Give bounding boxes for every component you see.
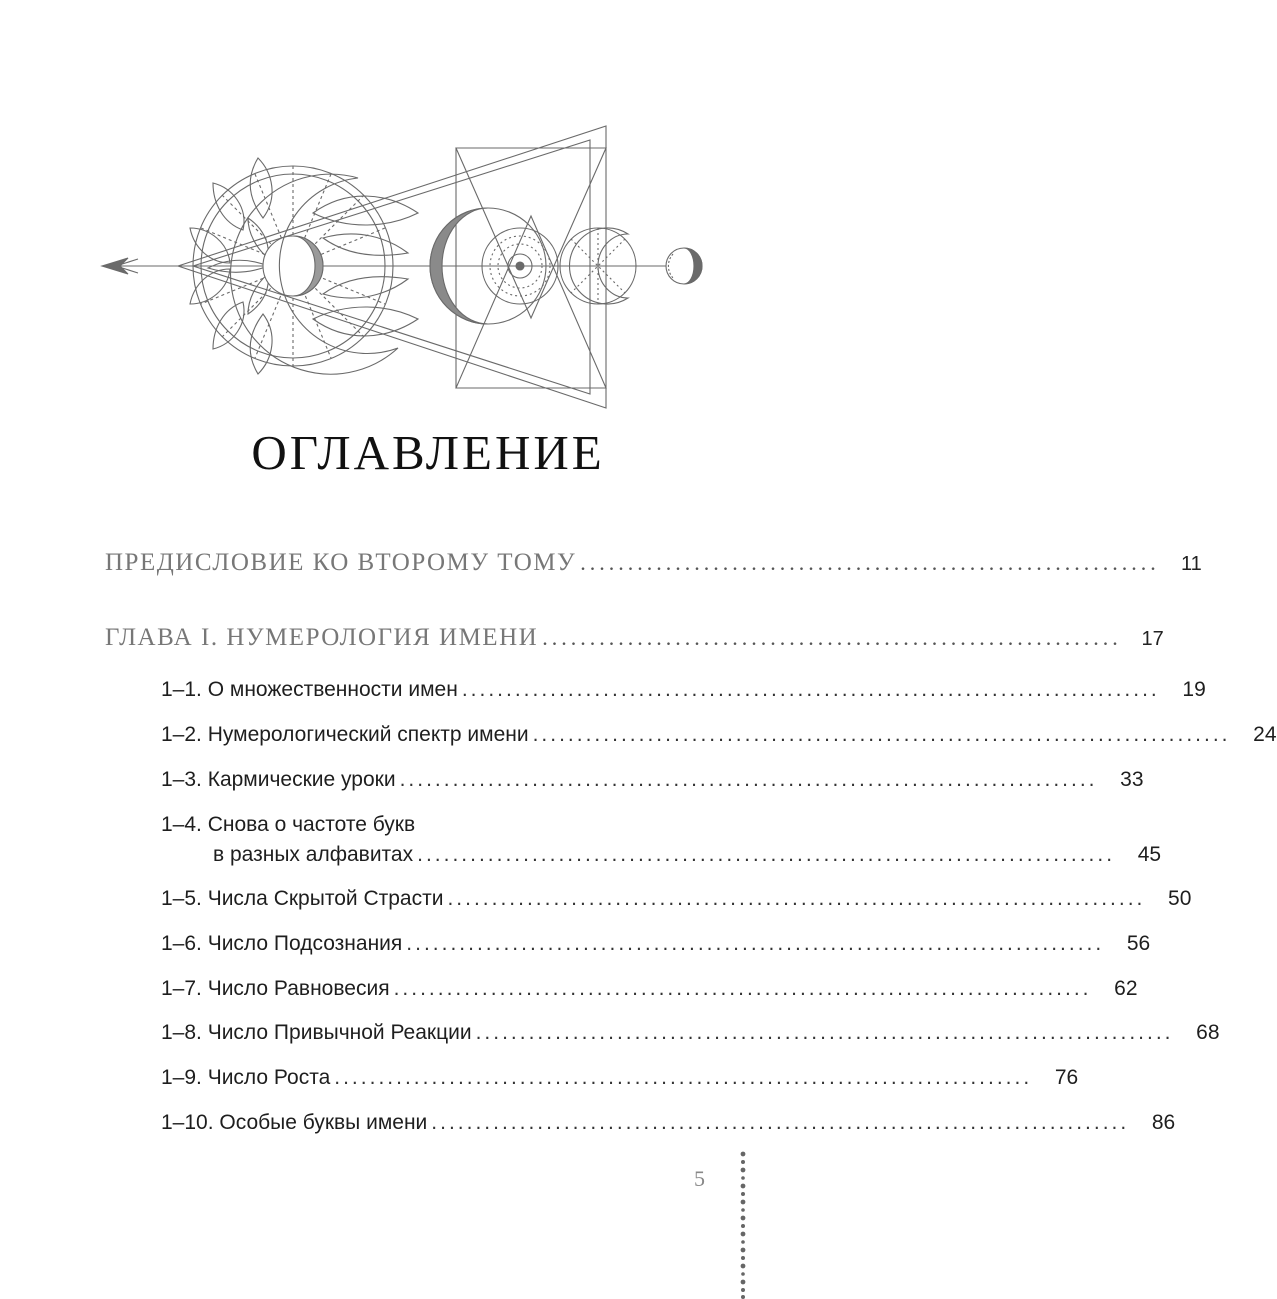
dot-leader: .............................................................: [580, 550, 1160, 575]
toc-entry-label: 1–10. Особые буквы имени: [161, 1111, 428, 1134]
toc-entry-label: 1–1. О множественности имен: [161, 678, 458, 701]
toc-entry-page: 11: [1180, 553, 1202, 575]
toc-entry-page: 56: [1126, 932, 1151, 955]
toc-entry-page: 45: [1137, 843, 1162, 866]
toc-entry-chapter-1[interactable]: [105, 624, 1164, 652]
dot-leader: ...............................................................................: [417, 843, 1116, 866]
toc-entry-section[interactable]: [161, 887, 1192, 911]
dot-leader: ...............................................................................: [393, 977, 1092, 1000]
toc-entry-page: 68: [1196, 1021, 1220, 1044]
toc-entry-label: 1–3. Кармические уроки: [161, 768, 396, 791]
toc-entry-section[interactable]: [161, 768, 1144, 792]
toc-entry-label: 1–2. Нумерологический спектр имени: [161, 723, 529, 746]
toc-entry-page: 33: [1120, 768, 1144, 791]
toc-entry-page: 19: [1182, 678, 1206, 701]
page-title: ОГЛАВЛЕНИЕ: [251, 425, 605, 480]
toc-entry-page: 86: [1151, 1111, 1176, 1134]
toc-entry-label: ПРЕДИСЛОВИЕ КО ВТОРОМУ ТОМУ: [105, 549, 577, 576]
toc-entry-section-multiline[interactable]: [161, 813, 706, 837]
toc-entry-label: 1–9. Число Роста: [161, 1066, 331, 1089]
toc-entry-label: 1–5. Числа Скрытой Страсти: [161, 887, 444, 910]
toc-entry-label: ГЛАВА I. НУМЕРОЛОГИЯ ИМЕНИ: [105, 624, 539, 651]
dot-leader: ...............................................................................: [461, 678, 1160, 701]
dot-leader: ...............................................................................: [334, 1066, 1033, 1089]
toc-entry-page: 50: [1168, 887, 1192, 910]
toc-entry-section-continuation[interactable]: [213, 843, 1162, 867]
toc-entry-section[interactable]: [161, 1111, 1176, 1135]
toc-entry-section[interactable]: [161, 977, 1138, 1001]
dot-leader: ...............................................................................: [475, 1021, 1174, 1044]
toc-entry-label: 1–7. Число Равновесия: [161, 977, 390, 1000]
toc-entry-section[interactable]: [161, 932, 1151, 956]
toc-entry-page: 76: [1054, 1066, 1079, 1089]
toc-entry-label-line2: в разных алфавитах: [213, 843, 414, 866]
toc-entry-section[interactable]: [161, 723, 1277, 747]
toc-entry-label: 1–8. Число Привычной Реакции: [161, 1021, 472, 1044]
toc-entry-page: 62: [1114, 977, 1138, 1000]
toc-entry-label: 1–6. Число Подсознания: [161, 932, 403, 955]
dot-leader: .............................................................: [542, 625, 1122, 650]
dot-leader: ...............................................................................: [447, 887, 1146, 910]
toc-entry-section[interactable]: [161, 1066, 1079, 1090]
toc-entry-section[interactable]: [161, 1021, 1220, 1045]
toc-entry-page: 24: [1253, 723, 1277, 746]
page-number: 5: [694, 1166, 705, 1191]
dot-leader: ...............................................................................: [532, 723, 1231, 746]
toc-entry-preface[interactable]: [105, 549, 1202, 577]
dot-leader: ...............................................................................: [399, 768, 1098, 791]
dot-leader: ...............................................................................: [406, 932, 1105, 955]
toc-entry-page: 17: [1141, 628, 1164, 650]
toc-entry-section[interactable]: [161, 678, 1206, 702]
toc-entry-label-line1: 1–4. Снова о частоте букв: [161, 813, 416, 836]
dot-leader: ...............................................................................: [431, 1111, 1130, 1134]
bead-border-ornament: [737, 1150, 749, 1299]
